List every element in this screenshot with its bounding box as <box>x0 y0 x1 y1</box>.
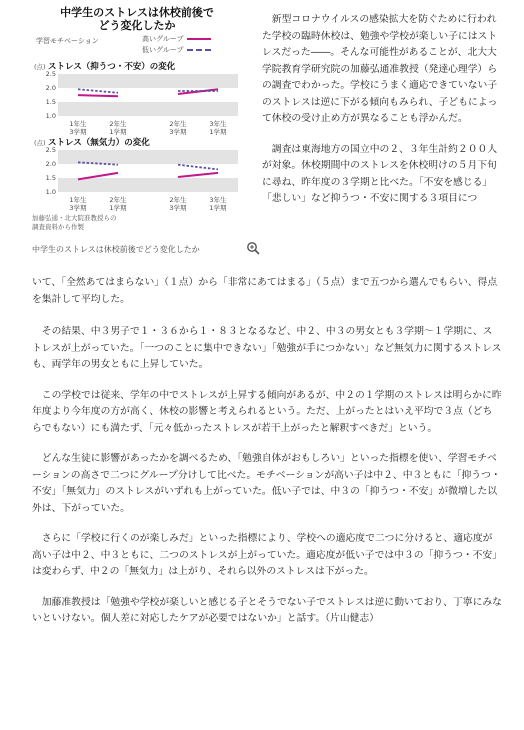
paragraph-7: 加藤准教授は「勉強や学校が楽しいと感じる子とそうでない子でストレスは逆に動いており、丁寧にみないといけない。個人差に対応したケアが必要ではないか」と話す。（片山健志） <box>32 596 502 624</box>
x-tick-label-bottom: 1学期 <box>109 204 127 212</box>
legend-high-label: 高いグループ <box>142 35 184 43</box>
x-tick-label-top: 3年生 <box>209 196 227 204</box>
chart-apathy-unit: (点) <box>34 139 46 147</box>
paragraph-1: 新型コロナウイルスの感染拡大を防ぐために行われた学校の臨時休校は、勉強や学校が楽しい子にはストレスだった――。そんな可能性があることが、北大大学院教育学研究院の加藤弘通准教授（発達心理学）らの調査でわかった。学校にうまく適応できていない子のストレスは逆に下がる傾向もみられ、子どもによって休校の受け止め方が異なることも浮かんだ。 <box>262 14 498 124</box>
ytick: 2.0 <box>45 160 56 168</box>
zoom-icon[interactable] <box>246 241 260 255</box>
series-0-segment-0 <box>78 173 118 179</box>
figure-caption: 中学生のストレスは休校前後でどう変化したか <box>32 245 200 254</box>
ytick: 2.0 <box>45 84 56 92</box>
chart-anxiety-svg <box>58 74 238 118</box>
figure-source <box>32 214 117 232</box>
x-tick-label <box>166 120 190 136</box>
x-tick-label-bottom: 3学期 <box>169 204 187 212</box>
x-tick-label <box>66 196 90 212</box>
x-tick-label-bottom: 3学期 <box>69 128 87 136</box>
paragraph-2a: 調査は東海地方の国立中の２、３年生計約２００人が対象。休校期間中のストレスを休校明けの５月下旬に尋ね、昨年度の３学期と比べた。「不安を感じる」「悲しい」など抑うつ・不安に関する３項目につ <box>262 143 498 204</box>
paragraph-6: さらに「学校に行くのが楽しみだ」といった指標により、学校への適応度で二つに分けると、適応度が高い子は中２、中３ともに、二つのストレスが上がっていた。適応度が低い子では中３の「抑うつ・不安」は変わらず、中２の「無気力」は上がり、それら以外のストレスは下がった。 <box>32 533 502 577</box>
chart-apathy-plot <box>45 146 238 196</box>
series-0-segment-1 <box>178 173 218 177</box>
series-0-segment-0 <box>78 95 118 96</box>
article-body <box>32 324 502 628</box>
legend-low-label: 低いグループ <box>142 46 184 54</box>
ytick: 1.0 <box>45 188 56 196</box>
chart-anxiety-title: ストレス（抑うつ・不安）の変化 <box>48 62 176 72</box>
ytick: 1.0 <box>45 112 56 120</box>
x-tick-label <box>106 196 130 212</box>
x-tick-label <box>166 196 190 212</box>
series-1-segment-0 <box>78 89 118 93</box>
x-tick-label-bottom: 1学期 <box>109 128 127 136</box>
chart-anxiety-unit: (点) <box>34 63 46 71</box>
x-tick-label <box>206 120 230 136</box>
x-tick-label <box>106 120 130 136</box>
x-tick-label-top: 2年生 <box>169 120 187 128</box>
ytick: 2.5 <box>45 70 56 78</box>
legend-label: 学習モチベーション <box>36 37 99 45</box>
chart-anxiety <box>32 60 242 136</box>
paragraph-5: どんな生徒に影響があったかを調べるため、「勉強自体がおもしろい」といった指標を使い、学習モチベーションの高さで二つにグループ分けして比べた。モチベーションが高い子は中２、中３ともに「抑うつ・不安」「無気力」のストレスがいずれも上がっていた。低い子では、中３の「抑うつ・不安」が微増した以外は、下がっていた。 <box>32 453 501 514</box>
x-tick-label <box>206 196 230 212</box>
figure-source-line2: 調査資料から作製 <box>32 223 84 231</box>
legend-high <box>142 34 211 44</box>
x-tick-label-top: 3年生 <box>209 120 227 128</box>
legend-low-swatch <box>187 49 211 51</box>
paragraph-3: その結果、中３男子で１・３６から１・８３となるなど、中２、中３の男女とも３学期～１学期に、ストレスが上がっていた。「一つのことに集中できない」「勉強が手につかない」など無気力に関するストレスも、両学年の男女ともに上昇していた。 <box>32 326 502 370</box>
series-1-segment-0 <box>78 162 118 164</box>
x-tick-label-bottom: 3学期 <box>69 204 87 212</box>
paragraph-2b: いて、「全然あてはまらない」（１点）から「非常にあてはまる」（５点）まで五つから選んでもらい、得点を集計して平均した。 <box>32 277 498 305</box>
x-tick-label-top: 1年生 <box>69 120 87 128</box>
chart-apathy-svg <box>58 150 238 194</box>
figure-source-line1: 加藤弘通・北大院准教授らの <box>32 214 117 222</box>
x-tick-label-top: 1年生 <box>69 196 87 204</box>
x-tick-label-top: 2年生 <box>169 196 187 204</box>
chart-apathy <box>32 136 242 212</box>
ytick: 1.5 <box>45 174 56 182</box>
figure-title <box>32 6 242 32</box>
x-tick-label-top: 2年生 <box>109 120 127 128</box>
x-tick-label-bottom: 1学期 <box>209 128 227 136</box>
x-tick-label-top: 2年生 <box>109 196 127 204</box>
figure-title-line2: どう変化したか <box>98 19 176 32</box>
legend-high-swatch <box>187 38 211 40</box>
chart-legend <box>32 34 242 58</box>
paragraph-4: この学校では従来、学年の中でストレスが上昇する傾向があるが、中２の１学期のストレスは明らかに昨年度より今年度の方が高く、休校の影響と考えられるという。ただ、上がったとはいえ平均で３点（どちらでもない）にも満たず、「元々低かったストレスが若干上がったと解釈すべきだ」という。 <box>32 389 502 434</box>
chart-apathy-title: ストレス（無気力）の変化 <box>48 138 150 148</box>
ytick: 2.5 <box>45 146 56 154</box>
ytick: 1.5 <box>45 98 56 106</box>
x-tick-label-bottom: 3学期 <box>169 128 187 136</box>
figure-title-line1: 中学生のストレスは休校前後で <box>60 6 214 19</box>
x-tick-label <box>66 120 90 136</box>
series-1-segment-1 <box>178 165 218 170</box>
figure <box>32 6 242 231</box>
x-tick-label-bottom: 1学期 <box>209 204 227 212</box>
legend-low <box>142 45 211 55</box>
chart-anxiety-plot <box>45 70 238 120</box>
article-column-right <box>262 12 500 208</box>
